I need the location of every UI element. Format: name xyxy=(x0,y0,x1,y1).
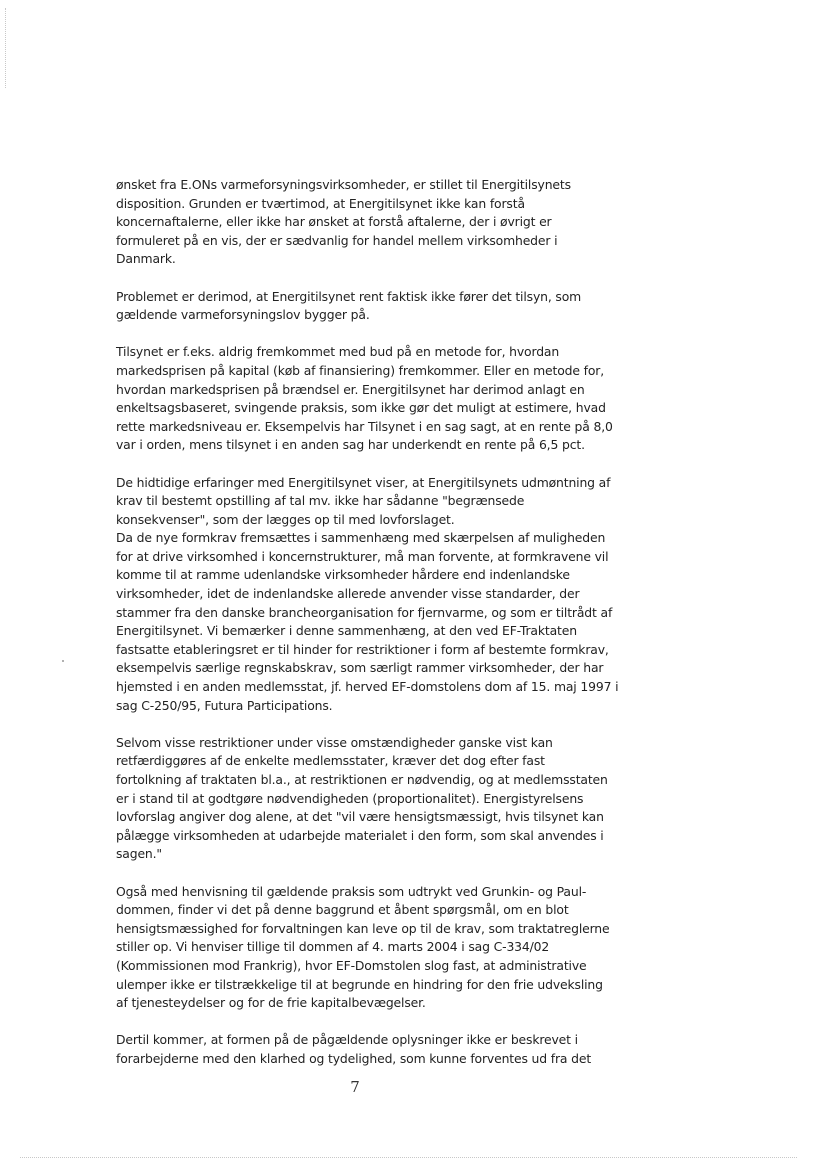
paragraph xyxy=(116,288,596,325)
text-line: stiller op. Vi henviser tillige til dommen af 4. marts 2004 i sag C-334/02 xyxy=(116,939,550,955)
paragraph xyxy=(116,734,608,864)
text-line: De hidtidige erfaringer med Energitilsynet viser, at Energitilsynets udmøntning af xyxy=(116,474,611,490)
paragraph-gap xyxy=(116,715,596,734)
text-line: forarbejderne med den klarhed og tydelighed, som kunne forventes ud fra det xyxy=(116,1050,592,1066)
text-line: Da de nye formkrav fremsættes i sammenhæng med skærpelsen af muligheden xyxy=(116,530,606,546)
text-line: Dertil kommer, at formen på de pågældende oplysninger ikke er beskrevet i xyxy=(116,1032,578,1048)
text-line: gældende varmeforsyningslov bygger på. xyxy=(116,307,370,323)
paragraph-gap xyxy=(116,1013,596,1032)
text-line: rette markedsniveau er. Eksempelvis har Tilsynet i en sag sagt, at en rente på 8,0 xyxy=(116,418,613,434)
text-line: dommen, finder vi det på denne baggrund et åbent spørgsmål, om en blot xyxy=(116,902,569,918)
text-line: fortolkning af traktaten bl.a., at restriktionen er nødvendig, og at medlemsstaten xyxy=(116,772,608,787)
paragraph-gap xyxy=(116,269,596,288)
text-line: hjemsted i en anden medlemsstat, jf. herved EF-domstolens dom af 15. maj 1997 i xyxy=(116,679,619,695)
text-line: formuleret på en vis, der er sædvanlig for handel mellem virksomheder i xyxy=(116,232,558,248)
text-line: krav til bestemt opstilling af tal mv. ikke har sådanne "begrænsede xyxy=(116,493,525,509)
text-line: enkeltsagsbaseret, svingende praksis, som ikke gør det muligt at estimere, hvad xyxy=(116,400,606,416)
scan-speck xyxy=(62,660,64,662)
text-line: var i orden, mens tilsynet i en anden sag har underkendt en rente på 6,5 pct. xyxy=(116,437,585,453)
text-line: lovforslag angiver dog alene, at det "vil være hensigtsmæssigt, hvis tilsynet kan xyxy=(116,809,604,825)
paragraph xyxy=(116,474,619,716)
text-line: virksomheder, idet de indenlandske allerede anvender visse standarder, der xyxy=(116,586,580,602)
paragraph xyxy=(116,883,610,1013)
paragraph xyxy=(116,1031,596,1068)
text-line: eksempelvis særlige regnskabskrav, som særligt rammer virksomheder, der har xyxy=(116,660,604,676)
text-line: retfærdiggøres af de enkelte medlemsstater, kræver det dog efter fast xyxy=(116,753,545,769)
paragraph-gap xyxy=(116,325,596,344)
text-line: for at drive virksomhed i koncernstrukturer, må man forvente, at formkravene vil xyxy=(116,548,609,564)
text-line: sag C-250/95, Futura Participations. xyxy=(116,697,333,713)
text-line: Danmark. xyxy=(116,251,176,267)
document-body xyxy=(116,176,619,1069)
text-line: Selvom visse restriktioner under visse omstændigheder ganske vist kan xyxy=(116,734,553,750)
text-line: ulemper ikke er tilstrækkelige til at begrunde en hindring for den frie udveksling xyxy=(116,976,603,992)
paragraph xyxy=(116,176,596,269)
paragraph xyxy=(116,343,613,455)
text-line: Problemet er derimod, at Energitilsynet rent faktisk ikke fører det tilsyn, som xyxy=(116,288,582,304)
text-line: stammer fra den danske brancheorganisation for fjernvarme, og som er tiltrådt af xyxy=(116,604,613,620)
text-line: hensigtsmæssighed for forvaltningen kan leve op til de krav, som traktatreglerne xyxy=(116,920,610,936)
text-line: Også med henvisning til gældende praksis som udtrykt ved Grunkin- og Paul- xyxy=(116,883,587,899)
paragraph-gap xyxy=(116,864,596,883)
text-line: sagen." xyxy=(116,846,162,862)
text-line: disposition. Grunden er tværtimod, at Energitilsynet ikke kan forstå xyxy=(116,195,525,211)
text-line: er i stand til at godtgøre nødvendigheden (proportionalitet). Energistyrelsens xyxy=(116,790,584,806)
text-line: fastsatte etableringsret er til hinder for restriktioner i form af bestemte formkrav, xyxy=(116,641,609,657)
text-line: hvordan markedsprisen på brændsel er. Energitilsynet har derimod anlagt en xyxy=(116,381,585,397)
text-line: koncernaftalerne, eller ikke har ønsket at forstå aftalerne, der i øvrigt er xyxy=(116,214,552,230)
text-line: Energitilsynet. Vi bemærker i denne sammenhæng, at den ved EF-Traktaten xyxy=(116,623,577,639)
text-line: ønsket fra E.ONs varmeforsyningsvirksomheder, er stillet til Energitilsynets xyxy=(116,177,571,192)
scan-bottom-line xyxy=(20,1157,797,1158)
text-line: pålægge virksomheden at udarbejde materialet i den form, som skal anvendes i xyxy=(116,827,604,843)
text-line: af tjenesteydelser og for de frie kapitalbevægelser. xyxy=(116,995,426,1011)
text-line: komme til at ramme udenlandske virksomheder hårdere end indenlandske xyxy=(116,567,570,583)
text-line: markedsprisen på kapital (køb af finansiering) fremkommer. Eller en metode for, xyxy=(116,362,604,378)
scan-margin-line xyxy=(5,8,6,88)
paragraph-gap xyxy=(116,455,596,474)
text-line: Tilsynet er f.eks. aldrig fremkommet med bud på en metode for, hvordan xyxy=(116,344,560,360)
text-line: (Kommissionen mod Frankrig), hvor EF-Domstolen slog fast, at administrative xyxy=(116,957,587,973)
page-number: 7 xyxy=(350,1078,360,1096)
text-line: konsekvenser", som der lægges op til med lovforslaget. xyxy=(116,511,455,527)
